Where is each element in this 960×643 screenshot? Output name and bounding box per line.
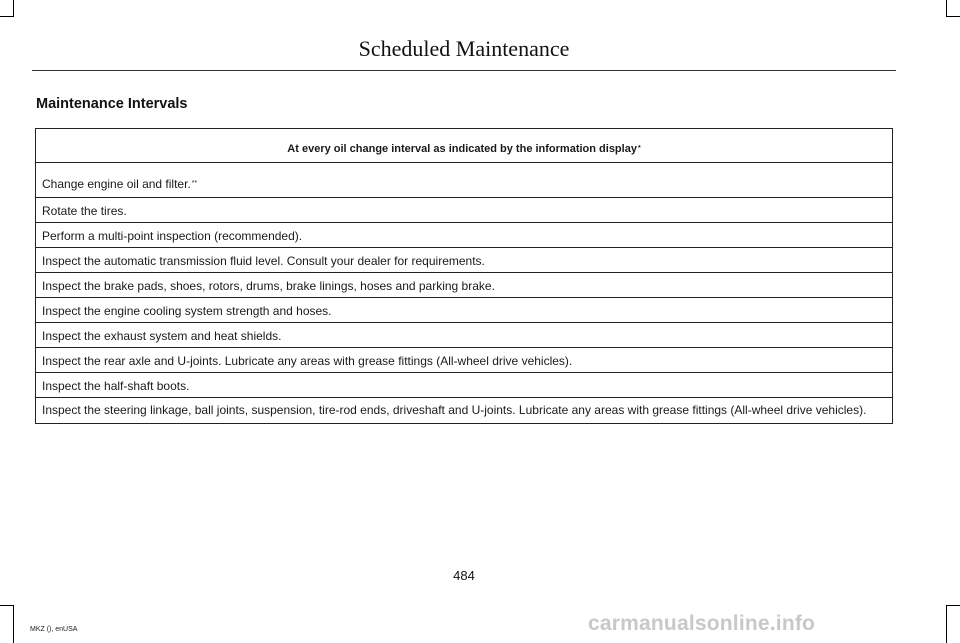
row-text: Inspect the half-shaft boots. [42, 379, 190, 393]
table-row [36, 298, 892, 323]
page-title: Scheduled Maintenance [358, 36, 570, 61]
table-header [36, 129, 892, 163]
table-row [36, 373, 892, 398]
table-row [36, 248, 892, 273]
table-row [36, 398, 892, 423]
crop-mark-bottom-right-v [946, 605, 947, 643]
table-row [36, 223, 892, 248]
title-divider [32, 70, 896, 71]
document-code: MKZ (), enUSA [30, 626, 78, 633]
row-text: Inspect the steering linkage, ball joints, suspension, tire-rod ends, driveshaft and U-joints. Lubricate any areas with grease fittings (All-wheel drive vehicles). [42, 403, 867, 417]
watermark: carmanualsonline.info [588, 612, 816, 635]
crop-mark-top-right-v [946, 0, 947, 16]
crop-mark-bottom-left-h [0, 605, 14, 606]
row-text: Inspect the rear axle and U-joints. Lubricate any areas with grease fittings (All-wheel drive vehicles). [42, 354, 573, 368]
row-text: Perform a multi-point inspection (recommended). [42, 229, 303, 243]
table-row [36, 198, 892, 223]
section-heading: Maintenance Intervals [36, 96, 188, 112]
crop-mark-top-right-h [946, 16, 960, 17]
table-row [36, 323, 892, 348]
footnote-mark: ** [191, 179, 198, 187]
table-row [36, 163, 892, 198]
row-text: Inspect the exhaust system and heat shields. [42, 329, 282, 343]
row-text: Inspect the brake pads, shoes, rotors, drums, brake linings, hoses and parking brake. [42, 279, 495, 293]
row-text: Inspect the engine cooling system strength and hoses. [42, 304, 332, 318]
crop-mark-top-left-v [13, 0, 14, 16]
crop-mark-bottom-right-h [946, 605, 960, 606]
crop-mark-top-left-h [0, 16, 14, 17]
table-header-text: At every oil change interval as indicated by the information display [287, 142, 637, 155]
page-number: 484 [453, 568, 475, 583]
row-text: Change engine oil and filter. [42, 176, 191, 191]
crop-mark-bottom-left-v [13, 605, 14, 643]
row-text: Rotate the tires. [42, 204, 127, 218]
table-row [36, 273, 892, 298]
footnote-mark: * [637, 145, 641, 152]
maintenance-table [35, 128, 893, 424]
row-text: Inspect the automatic transmission fluid level. Consult your dealer for requirements. [42, 254, 485, 268]
table-row [36, 348, 892, 373]
